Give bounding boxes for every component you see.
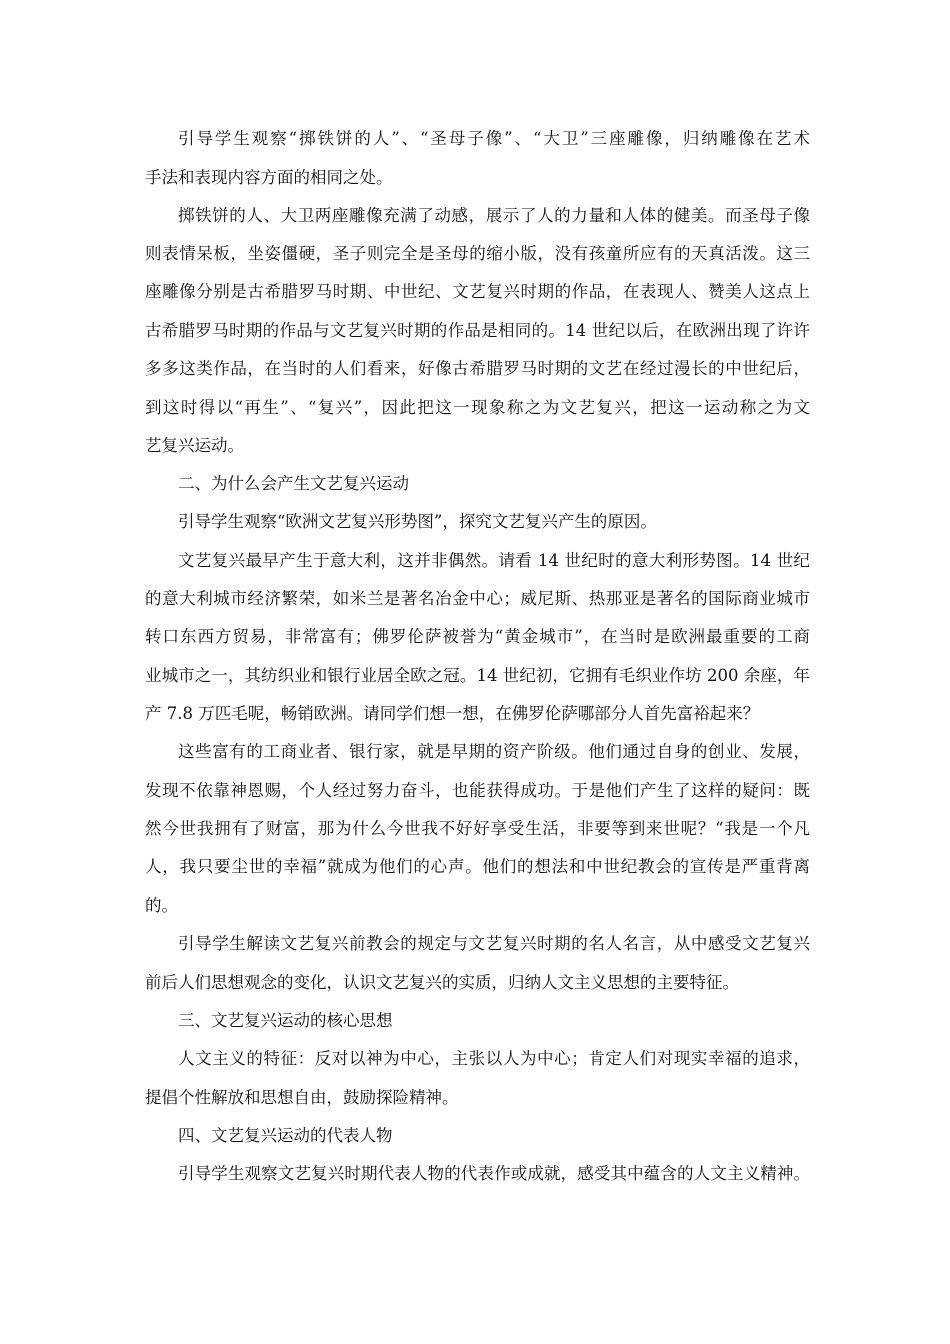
paragraph-line: 座雕像分别是古希腊罗马时期、中世纪、文艺复兴时期的作品，在表现人、赞美人这点上 — [145, 282, 810, 301]
paragraph-line: 引导学生解读文艺复兴前教会的规定与文艺复兴时期的名人名言，从中感受文艺复兴 — [178, 934, 810, 953]
section-heading: 三、文艺复兴运动的核心思想 — [178, 1011, 393, 1030]
section-heading: 四、文艺复兴运动的代表人物 — [178, 1126, 393, 1145]
paragraph-line: 文艺复兴最早产生于意大利，这并非偶然。请看 14 世纪时的意大利形势图。14 世纪 — [178, 551, 810, 570]
paragraph-line: 则表情呆板，坐姿僵硬，圣子则完全是圣母的缩小版，没有孩童所应有的天真活泼。这三 — [145, 244, 810, 263]
section-heading: 二、为什么会产生文艺复兴运动 — [178, 474, 409, 493]
paragraph-line: 然今世我拥有了财富，那为什么今世我不好好享受生活，非要等到来世呢？“我是一个凡 — [145, 819, 810, 838]
paragraph-line: 引导学生观察文艺复兴时期代表人物的代表作或成就，感受其中蕴含的人文主义精神。 — [178, 1164, 810, 1183]
paragraph-line: 的意大利城市经济繁荣，如米兰是著名冶金中心；威尼斯、热那亚是著名的国际商业城市 — [145, 589, 810, 608]
paragraph-line: 转口东西方贸易，非常富有；佛罗伦萨被誉为“黄金城市”，在当时是欧洲最重要的工商 — [145, 627, 810, 646]
paragraph-line: 产 7.8 万匹毛呢，畅销欧洲。请同学们想一想，在佛罗伦萨哪部分人首先富裕起来？ — [145, 704, 760, 723]
paragraph-line: 发现不依靠神恩赐，个人经过努力奋斗，也能获得成功。于是他们产生了这样的疑问：既 — [145, 781, 810, 800]
paragraph-line: 前后人们思想观念的变化，认识文艺复兴的实质，归纳人文主义思想的主要特征。 — [145, 973, 739, 992]
paragraph-line: 手法和表现内容方面的相同之处。 — [145, 168, 393, 187]
paragraph-line: 引导学生观察“欧洲文艺复兴形势图”，探究文艺复兴产生的原因。 — [178, 512, 657, 531]
paragraph-line: 这些富有的工商业者、银行家，就是早期的资产阶级。他们通过自身的创业、发展， — [178, 742, 810, 761]
paragraph-line: 到这时得以“再生”、“复兴”，因此把这一现象称之为文艺复兴，把这一运动称之为文 — [145, 398, 810, 417]
paragraph-line: 掷铁饼的人、大卫两座雕像充满了动感，展示了人的力量和人体的健美。而圣母子像 — [178, 206, 810, 225]
paragraph-line: 人文主义的特征：反对以神为中心，主张以人为中心；肯定人们对现实幸福的追求， — [178, 1049, 810, 1068]
paragraph-line: 提倡个性解放和思想自由，鼓励探险精神。 — [145, 1088, 459, 1107]
paragraph-line: 人，我只要尘世的幸福”就成为他们的心声。他们的想法和中世纪教会的宣传是严重背离 — [145, 857, 810, 876]
paragraph-line: 多多这类作品，在当时的人们看来，好像古希腊罗马时期的文艺在经过漫长的中世纪后， — [145, 359, 810, 378]
paragraph-line: 引导学生观察“掷铁饼的人”、“圣母子像”、“大卫”三座雕像，归纳雕像在艺术 — [178, 129, 810, 148]
paragraph-line: 古希腊罗马时期的作品与文艺复兴时期的作品是相同的。14 世纪以后，在欧洲出现了许许 — [145, 321, 810, 340]
paragraph-line: 业城市之一，其纺织业和银行业居全欧之冠。14 世纪初，它拥有毛织业作坊 200 余座，年 — [145, 666, 810, 685]
paragraph-line: 艺复兴运动。 — [145, 436, 244, 455]
paragraph-line: 的。 — [145, 896, 178, 915]
